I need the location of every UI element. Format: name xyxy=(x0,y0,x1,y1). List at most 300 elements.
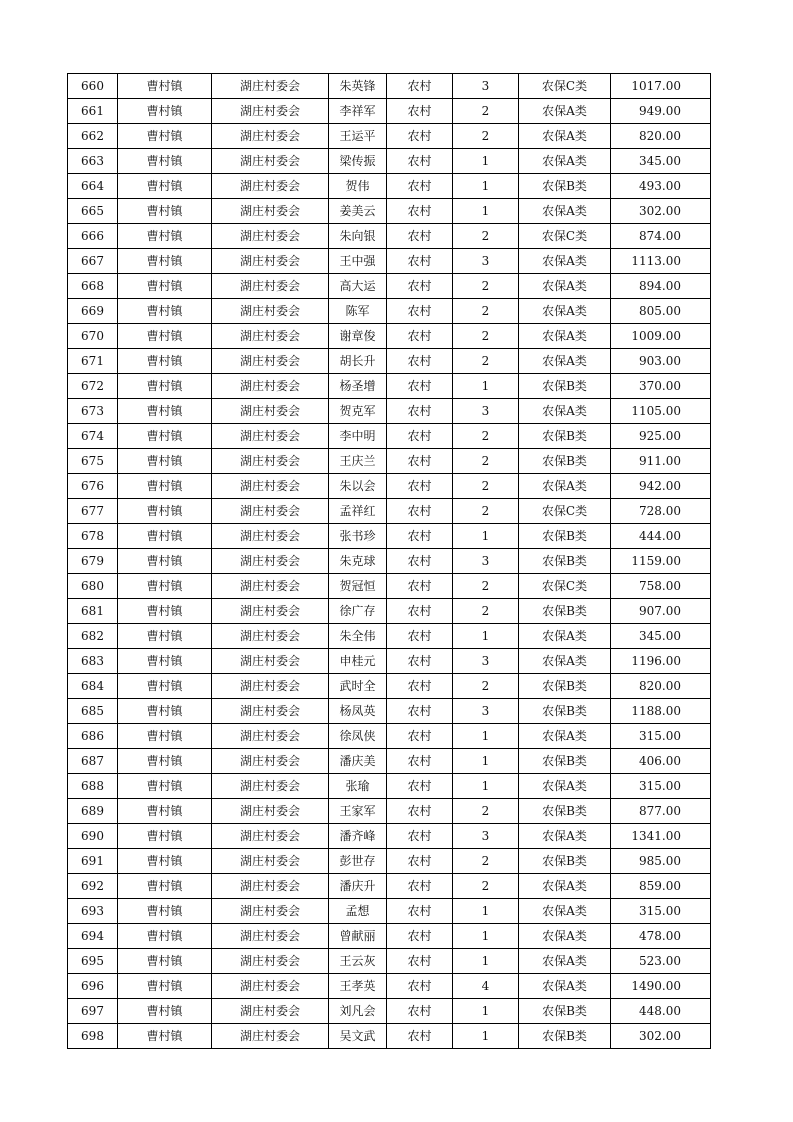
person-name-cell: 吴文武 xyxy=(329,1024,387,1049)
village-committee-cell: 湖庄村委会 xyxy=(212,349,329,374)
household-type-cell: 农村 xyxy=(387,999,453,1024)
family-size-cell: 1 xyxy=(453,1024,519,1049)
town-cell: 曹村镇 xyxy=(118,224,212,249)
person-name-cell: 王云灰 xyxy=(329,949,387,974)
town-cell: 曹村镇 xyxy=(118,574,212,599)
table-row xyxy=(68,649,711,674)
family-size-cell: 3 xyxy=(453,399,519,424)
row-number-cell: 696 xyxy=(68,974,118,999)
person-name-cell: 徐广存 xyxy=(329,599,387,624)
village-committee-cell: 湖庄村委会 xyxy=(212,99,329,124)
town-cell: 曹村镇 xyxy=(118,549,212,574)
row-number-cell: 661 xyxy=(68,99,118,124)
household-type-cell: 农村 xyxy=(387,749,453,774)
town-cell: 曹村镇 xyxy=(118,949,212,974)
family-size-cell: 1 xyxy=(453,174,519,199)
family-size-cell: 2 xyxy=(453,99,519,124)
village-committee-cell: 湖庄村委会 xyxy=(212,874,329,899)
table-row xyxy=(68,224,711,249)
town-cell: 曹村镇 xyxy=(118,649,212,674)
table-row xyxy=(68,999,711,1024)
household-type-cell: 农村 xyxy=(387,924,453,949)
insurance-category-cell: 农保A类 xyxy=(519,324,611,349)
town-cell: 曹村镇 xyxy=(118,74,212,99)
amount-cell: 315.00 xyxy=(611,724,711,749)
family-size-cell: 2 xyxy=(453,324,519,349)
table-row xyxy=(68,624,711,649)
table-row xyxy=(68,399,711,424)
row-number-cell: 662 xyxy=(68,124,118,149)
amount-cell: 820.00 xyxy=(611,124,711,149)
family-size-cell: 1 xyxy=(453,724,519,749)
amount-cell: 859.00 xyxy=(611,874,711,899)
table-row xyxy=(68,324,711,349)
row-number-cell: 678 xyxy=(68,524,118,549)
person-name-cell: 王家军 xyxy=(329,799,387,824)
family-size-cell: 1 xyxy=(453,899,519,924)
person-name-cell: 朱以会 xyxy=(329,474,387,499)
insurance-category-cell: 农保A类 xyxy=(519,649,611,674)
table-row xyxy=(68,699,711,724)
amount-cell: 302.00 xyxy=(611,1024,711,1049)
family-size-cell: 2 xyxy=(453,274,519,299)
village-committee-cell: 湖庄村委会 xyxy=(212,724,329,749)
person-name-cell: 朱英锋 xyxy=(329,74,387,99)
family-size-cell: 3 xyxy=(453,824,519,849)
family-size-cell: 1 xyxy=(453,374,519,399)
person-name-cell: 彭世存 xyxy=(329,849,387,874)
village-committee-cell: 湖庄村委会 xyxy=(212,649,329,674)
family-size-cell: 2 xyxy=(453,299,519,324)
amount-cell: 493.00 xyxy=(611,174,711,199)
insurance-category-cell: 农保C类 xyxy=(519,224,611,249)
family-size-cell: 2 xyxy=(453,224,519,249)
insurance-category-cell: 农保C类 xyxy=(519,574,611,599)
row-number-cell: 694 xyxy=(68,924,118,949)
table-row xyxy=(68,749,711,774)
village-committee-cell: 湖庄村委会 xyxy=(212,924,329,949)
household-type-cell: 农村 xyxy=(387,99,453,124)
row-number-cell: 688 xyxy=(68,774,118,799)
household-type-cell: 农村 xyxy=(387,724,453,749)
table-row xyxy=(68,249,711,274)
person-name-cell: 武时全 xyxy=(329,674,387,699)
person-name-cell: 朱向银 xyxy=(329,224,387,249)
village-committee-cell: 湖庄村委会 xyxy=(212,299,329,324)
village-committee-cell: 湖庄村委会 xyxy=(212,624,329,649)
amount-cell: 985.00 xyxy=(611,849,711,874)
row-number-cell: 690 xyxy=(68,824,118,849)
family-size-cell: 2 xyxy=(453,349,519,374)
insurance-category-cell: 农保B类 xyxy=(519,449,611,474)
person-name-cell: 潘齐峰 xyxy=(329,824,387,849)
village-committee-cell: 湖庄村委会 xyxy=(212,124,329,149)
table-row xyxy=(68,524,711,549)
household-type-cell: 农村 xyxy=(387,199,453,224)
row-number-cell: 679 xyxy=(68,549,118,574)
town-cell: 曹村镇 xyxy=(118,424,212,449)
table-row xyxy=(68,599,711,624)
village-committee-cell: 湖庄村委会 xyxy=(212,699,329,724)
family-size-cell: 2 xyxy=(453,799,519,824)
family-size-cell: 1 xyxy=(453,624,519,649)
table-row xyxy=(68,674,711,699)
amount-cell: 1159.00 xyxy=(611,549,711,574)
person-name-cell: 杨圣增 xyxy=(329,374,387,399)
household-type-cell: 农村 xyxy=(387,824,453,849)
town-cell: 曹村镇 xyxy=(118,1024,212,1049)
family-size-cell: 1 xyxy=(453,199,519,224)
village-committee-cell: 湖庄村委会 xyxy=(212,449,329,474)
row-number-cell: 695 xyxy=(68,949,118,974)
family-size-cell: 1 xyxy=(453,999,519,1024)
table-row xyxy=(68,899,711,924)
household-type-cell: 农村 xyxy=(387,374,453,399)
row-number-cell: 692 xyxy=(68,874,118,899)
family-size-cell: 2 xyxy=(453,849,519,874)
insurance-category-cell: 农保B类 xyxy=(519,1024,611,1049)
town-cell: 曹村镇 xyxy=(118,524,212,549)
village-committee-cell: 湖庄村委会 xyxy=(212,74,329,99)
insurance-category-cell: 农保B类 xyxy=(519,849,611,874)
amount-cell: 345.00 xyxy=(611,149,711,174)
table-row xyxy=(68,374,711,399)
family-size-cell: 1 xyxy=(453,749,519,774)
insurance-category-cell: 农保B类 xyxy=(519,424,611,449)
town-cell: 曹村镇 xyxy=(118,699,212,724)
person-name-cell: 曾献丽 xyxy=(329,924,387,949)
household-type-cell: 农村 xyxy=(387,324,453,349)
town-cell: 曹村镇 xyxy=(118,174,212,199)
village-committee-cell: 湖庄村委会 xyxy=(212,149,329,174)
insurance-category-cell: 农保A类 xyxy=(519,149,611,174)
village-committee-cell: 湖庄村委会 xyxy=(212,674,329,699)
village-committee-cell: 湖庄村委会 xyxy=(212,474,329,499)
amount-cell: 1341.00 xyxy=(611,824,711,849)
table-row xyxy=(68,449,711,474)
amount-cell: 448.00 xyxy=(611,999,711,1024)
village-committee-cell: 湖庄村委会 xyxy=(212,174,329,199)
town-cell: 曹村镇 xyxy=(118,374,212,399)
person-name-cell: 高大运 xyxy=(329,274,387,299)
household-type-cell: 农村 xyxy=(387,899,453,924)
amount-cell: 523.00 xyxy=(611,949,711,974)
person-name-cell: 孟想 xyxy=(329,899,387,924)
person-name-cell: 贺冠恒 xyxy=(329,574,387,599)
town-cell: 曹村镇 xyxy=(118,149,212,174)
household-type-cell: 农村 xyxy=(387,424,453,449)
insurance-category-cell: 农保A类 xyxy=(519,949,611,974)
table-row xyxy=(68,199,711,224)
row-number-cell: 663 xyxy=(68,149,118,174)
table-row xyxy=(68,124,711,149)
row-number-cell: 666 xyxy=(68,224,118,249)
amount-cell: 907.00 xyxy=(611,599,711,624)
household-type-cell: 农村 xyxy=(387,499,453,524)
row-number-cell: 671 xyxy=(68,349,118,374)
family-size-cell: 2 xyxy=(453,874,519,899)
insurance-category-cell: 农保B类 xyxy=(519,699,611,724)
town-cell: 曹村镇 xyxy=(118,499,212,524)
row-number-cell: 669 xyxy=(68,299,118,324)
household-type-cell: 农村 xyxy=(387,774,453,799)
village-committee-cell: 湖庄村委会 xyxy=(212,574,329,599)
insurance-category-cell: 农保A类 xyxy=(519,624,611,649)
insurance-category-cell: 农保A类 xyxy=(519,899,611,924)
household-type-cell: 农村 xyxy=(387,674,453,699)
insurance-category-cell: 农保A类 xyxy=(519,249,611,274)
village-committee-cell: 湖庄村委会 xyxy=(212,1024,329,1049)
amount-cell: 315.00 xyxy=(611,774,711,799)
family-size-cell: 2 xyxy=(453,124,519,149)
family-size-cell: 2 xyxy=(453,424,519,449)
town-cell: 曹村镇 xyxy=(118,474,212,499)
person-name-cell: 梁传振 xyxy=(329,149,387,174)
household-type-cell: 农村 xyxy=(387,399,453,424)
household-type-cell: 农村 xyxy=(387,449,453,474)
person-name-cell: 贺克军 xyxy=(329,399,387,424)
person-name-cell: 孟祥红 xyxy=(329,499,387,524)
table-row xyxy=(68,349,711,374)
town-cell: 曹村镇 xyxy=(118,999,212,1024)
amount-cell: 925.00 xyxy=(611,424,711,449)
amount-cell: 1017.00 xyxy=(611,74,711,99)
insurance-category-cell: 农保A类 xyxy=(519,349,611,374)
person-name-cell: 陈军 xyxy=(329,299,387,324)
household-type-cell: 农村 xyxy=(387,274,453,299)
amount-cell: 903.00 xyxy=(611,349,711,374)
table-row xyxy=(68,274,711,299)
family-size-cell: 1 xyxy=(453,924,519,949)
amount-cell: 1113.00 xyxy=(611,249,711,274)
household-type-cell: 农村 xyxy=(387,949,453,974)
town-cell: 曹村镇 xyxy=(118,899,212,924)
insurance-category-cell: 农保A类 xyxy=(519,274,611,299)
family-size-cell: 1 xyxy=(453,949,519,974)
household-type-cell: 农村 xyxy=(387,174,453,199)
row-number-cell: 677 xyxy=(68,499,118,524)
person-name-cell: 李中明 xyxy=(329,424,387,449)
amount-cell: 1490.00 xyxy=(611,974,711,999)
town-cell: 曹村镇 xyxy=(118,799,212,824)
amount-cell: 942.00 xyxy=(611,474,711,499)
family-size-cell: 1 xyxy=(453,774,519,799)
insurance-category-cell: 农保B类 xyxy=(519,999,611,1024)
table-row xyxy=(68,74,711,99)
row-number-cell: 687 xyxy=(68,749,118,774)
person-name-cell: 王孝英 xyxy=(329,974,387,999)
insurance-category-cell: 农保C类 xyxy=(519,499,611,524)
family-size-cell: 2 xyxy=(453,449,519,474)
town-cell: 曹村镇 xyxy=(118,449,212,474)
village-committee-cell: 湖庄村委会 xyxy=(212,749,329,774)
town-cell: 曹村镇 xyxy=(118,299,212,324)
family-size-cell: 2 xyxy=(453,599,519,624)
village-committee-cell: 湖庄村委会 xyxy=(212,224,329,249)
table-row xyxy=(68,974,711,999)
village-committee-cell: 湖庄村委会 xyxy=(212,599,329,624)
town-cell: 曹村镇 xyxy=(118,724,212,749)
village-committee-cell: 湖庄村委会 xyxy=(212,499,329,524)
table-row xyxy=(68,849,711,874)
table-row xyxy=(68,474,711,499)
town-cell: 曹村镇 xyxy=(118,774,212,799)
amount-cell: 728.00 xyxy=(611,499,711,524)
household-type-cell: 农村 xyxy=(387,474,453,499)
insurance-category-cell: 农保B类 xyxy=(519,674,611,699)
town-cell: 曹村镇 xyxy=(118,124,212,149)
insurance-category-cell: 农保B类 xyxy=(519,174,611,199)
table-row xyxy=(68,549,711,574)
row-number-cell: 665 xyxy=(68,199,118,224)
town-cell: 曹村镇 xyxy=(118,749,212,774)
insurance-category-cell: 农保A类 xyxy=(519,724,611,749)
village-committee-cell: 湖庄村委会 xyxy=(212,999,329,1024)
person-name-cell: 申桂元 xyxy=(329,649,387,674)
table-row xyxy=(68,774,711,799)
person-name-cell: 贺伟 xyxy=(329,174,387,199)
row-number-cell: 673 xyxy=(68,399,118,424)
insurance-category-cell: 农保A类 xyxy=(519,974,611,999)
insurance-category-cell: 农保A类 xyxy=(519,874,611,899)
amount-cell: 478.00 xyxy=(611,924,711,949)
table-body xyxy=(68,74,711,1049)
amount-cell: 1009.00 xyxy=(611,324,711,349)
insurance-category-cell: 农保A类 xyxy=(519,924,611,949)
person-name-cell: 王庆兰 xyxy=(329,449,387,474)
town-cell: 曹村镇 xyxy=(118,249,212,274)
family-size-cell: 2 xyxy=(453,674,519,699)
amount-cell: 911.00 xyxy=(611,449,711,474)
insurance-category-cell: 农保A类 xyxy=(519,774,611,799)
amount-cell: 820.00 xyxy=(611,674,711,699)
family-size-cell: 2 xyxy=(453,574,519,599)
row-number-cell: 691 xyxy=(68,849,118,874)
row-number-cell: 668 xyxy=(68,274,118,299)
amount-cell: 1196.00 xyxy=(611,649,711,674)
amount-cell: 370.00 xyxy=(611,374,711,399)
amount-cell: 949.00 xyxy=(611,99,711,124)
insurance-category-cell: 农保B类 xyxy=(519,599,611,624)
village-committee-cell: 湖庄村委会 xyxy=(212,424,329,449)
household-type-cell: 农村 xyxy=(387,699,453,724)
village-committee-cell: 湖庄村委会 xyxy=(212,524,329,549)
town-cell: 曹村镇 xyxy=(118,824,212,849)
amount-cell: 805.00 xyxy=(611,299,711,324)
row-number-cell: 674 xyxy=(68,424,118,449)
person-name-cell: 刘凡会 xyxy=(329,999,387,1024)
insurance-category-cell: 农保C类 xyxy=(519,74,611,99)
family-size-cell: 3 xyxy=(453,699,519,724)
table-row xyxy=(68,299,711,324)
town-cell: 曹村镇 xyxy=(118,349,212,374)
table-row xyxy=(68,949,711,974)
person-name-cell: 王运平 xyxy=(329,124,387,149)
village-committee-cell: 湖庄村委会 xyxy=(212,549,329,574)
person-name-cell: 姜美云 xyxy=(329,199,387,224)
household-type-cell: 农村 xyxy=(387,549,453,574)
amount-cell: 877.00 xyxy=(611,799,711,824)
insurance-category-cell: 农保B类 xyxy=(519,374,611,399)
person-name-cell: 杨凤英 xyxy=(329,699,387,724)
insurance-category-cell: 农保A类 xyxy=(519,124,611,149)
person-name-cell: 徐凤侠 xyxy=(329,724,387,749)
village-committee-cell: 湖庄村委会 xyxy=(212,974,329,999)
village-committee-cell: 湖庄村委会 xyxy=(212,824,329,849)
row-number-cell: 693 xyxy=(68,899,118,924)
town-cell: 曹村镇 xyxy=(118,99,212,124)
row-number-cell: 680 xyxy=(68,574,118,599)
village-committee-cell: 湖庄村委会 xyxy=(212,199,329,224)
household-type-cell: 农村 xyxy=(387,599,453,624)
amount-cell: 315.00 xyxy=(611,899,711,924)
village-committee-cell: 湖庄村委会 xyxy=(212,849,329,874)
family-size-cell: 1 xyxy=(453,524,519,549)
town-cell: 曹村镇 xyxy=(118,599,212,624)
household-type-cell: 农村 xyxy=(387,224,453,249)
household-type-cell: 农村 xyxy=(387,799,453,824)
family-size-cell: 1 xyxy=(453,149,519,174)
family-size-cell: 3 xyxy=(453,74,519,99)
family-size-cell: 3 xyxy=(453,249,519,274)
person-name-cell: 王中强 xyxy=(329,249,387,274)
row-number-cell: 697 xyxy=(68,999,118,1024)
town-cell: 曹村镇 xyxy=(118,199,212,224)
row-number-cell: 682 xyxy=(68,624,118,649)
table-row xyxy=(68,1024,711,1049)
person-name-cell: 潘庆升 xyxy=(329,874,387,899)
row-number-cell: 664 xyxy=(68,174,118,199)
household-type-cell: 农村 xyxy=(387,299,453,324)
table-row xyxy=(68,924,711,949)
village-committee-cell: 湖庄村委会 xyxy=(212,249,329,274)
row-number-cell: 670 xyxy=(68,324,118,349)
town-cell: 曹村镇 xyxy=(118,624,212,649)
row-number-cell: 667 xyxy=(68,249,118,274)
row-number-cell: 681 xyxy=(68,599,118,624)
household-type-cell: 农村 xyxy=(387,124,453,149)
town-cell: 曹村镇 xyxy=(118,274,212,299)
household-type-cell: 农村 xyxy=(387,649,453,674)
village-committee-cell: 湖庄村委会 xyxy=(212,324,329,349)
family-size-cell: 3 xyxy=(453,649,519,674)
table-row xyxy=(68,824,711,849)
family-size-cell: 4 xyxy=(453,974,519,999)
person-name-cell: 李祥军 xyxy=(329,99,387,124)
amount-cell: 894.00 xyxy=(611,274,711,299)
insurance-category-cell: 农保B类 xyxy=(519,749,611,774)
household-type-cell: 农村 xyxy=(387,574,453,599)
person-name-cell: 谢章俊 xyxy=(329,324,387,349)
insurance-category-cell: 农保B类 xyxy=(519,549,611,574)
village-committee-cell: 湖庄村委会 xyxy=(212,374,329,399)
household-type-cell: 农村 xyxy=(387,974,453,999)
table-row xyxy=(68,424,711,449)
insurance-category-cell: 农保A类 xyxy=(519,474,611,499)
person-name-cell: 胡长升 xyxy=(329,349,387,374)
insurance-category-cell: 农保A类 xyxy=(519,199,611,224)
row-number-cell: 684 xyxy=(68,674,118,699)
insurance-category-cell: 农保B类 xyxy=(519,524,611,549)
family-size-cell: 3 xyxy=(453,549,519,574)
amount-cell: 302.00 xyxy=(611,199,711,224)
table-row xyxy=(68,174,711,199)
household-type-cell: 农村 xyxy=(387,874,453,899)
person-name-cell: 张书珍 xyxy=(329,524,387,549)
household-type-cell: 农村 xyxy=(387,349,453,374)
household-type-cell: 农村 xyxy=(387,149,453,174)
household-type-cell: 农村 xyxy=(387,849,453,874)
